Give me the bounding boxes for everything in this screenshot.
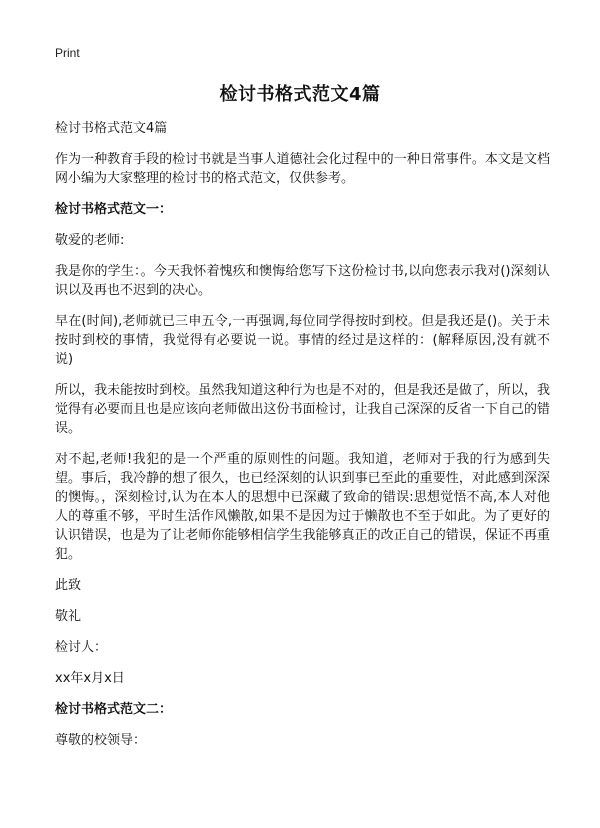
signature-label: 检讨人： [55,640,108,655]
salutation: 尊敬的校领导： [55,733,147,748]
body-paragraph: 我是你的学生：。今天我怀着愧疚和懊悔给您写下这份检讨书,以向您表示我对()深刻认识以及再也不迟到的决心。 [55,264,550,298]
body-paragraph: 早在(时间),老师就已三申五令,一再强调,每位同学得按时到校。但是我还是()。关于未按时到校的事情，我觉得有必要说一说。事情的经过是这样的：(解释原因,没有就不说) [55,314,550,367]
section-heading-1: 检讨书格式范文一： [55,202,173,217]
document-title: 检讨书格式范文4篇 [219,84,381,105]
subtitle-paragraph: 检讨书格式范文4篇 [55,121,168,136]
salutation: 敬爱的老师: [55,233,125,248]
print-label: Print [55,46,80,60]
date-line: xx年x月x日 [55,671,125,686]
closing-line: 此致 [55,578,82,593]
body-paragraph: 所以，我未能按时到校。虽然我知道这种行为也是不对的，但是我还是做了，所以，我觉得有必要而且也是应该向老师做出这份书面检讨，让我自己深深的反省一下自己的错误。 [55,383,550,436]
body-paragraph: 对不起,老师!我犯的是一个严重的原则性的问题。我知道，老师对于我的行为感到失望。事后，我冷静的想了很久，也已经深刻的认识到事已至此的重要性，对此感到深深的懊悔。，深刻检讨,认为在本人的思想中已深藏了致命的错误:思想觉悟不高,本人对他人的尊重不够，平时生活作风懒散,如果不是因为过于懒散也不至于如此。为了更好的认识错误，也是为了让老师你能够相信学生我能够真正的改正自己的错误，保证不再重犯。 [55,452,550,562]
document-body [55,119,550,762]
closing-line: 敬礼 [55,609,82,624]
section-heading-2: 检讨书格式范文二： [55,702,173,717]
intro-paragraph: 作为一种教育手段的检讨书就是当事人道德社会化过程中的一种日常事件。本文是文档网小编为大家整理的检讨书的格式范文，仅供参考。 [55,152,550,186]
